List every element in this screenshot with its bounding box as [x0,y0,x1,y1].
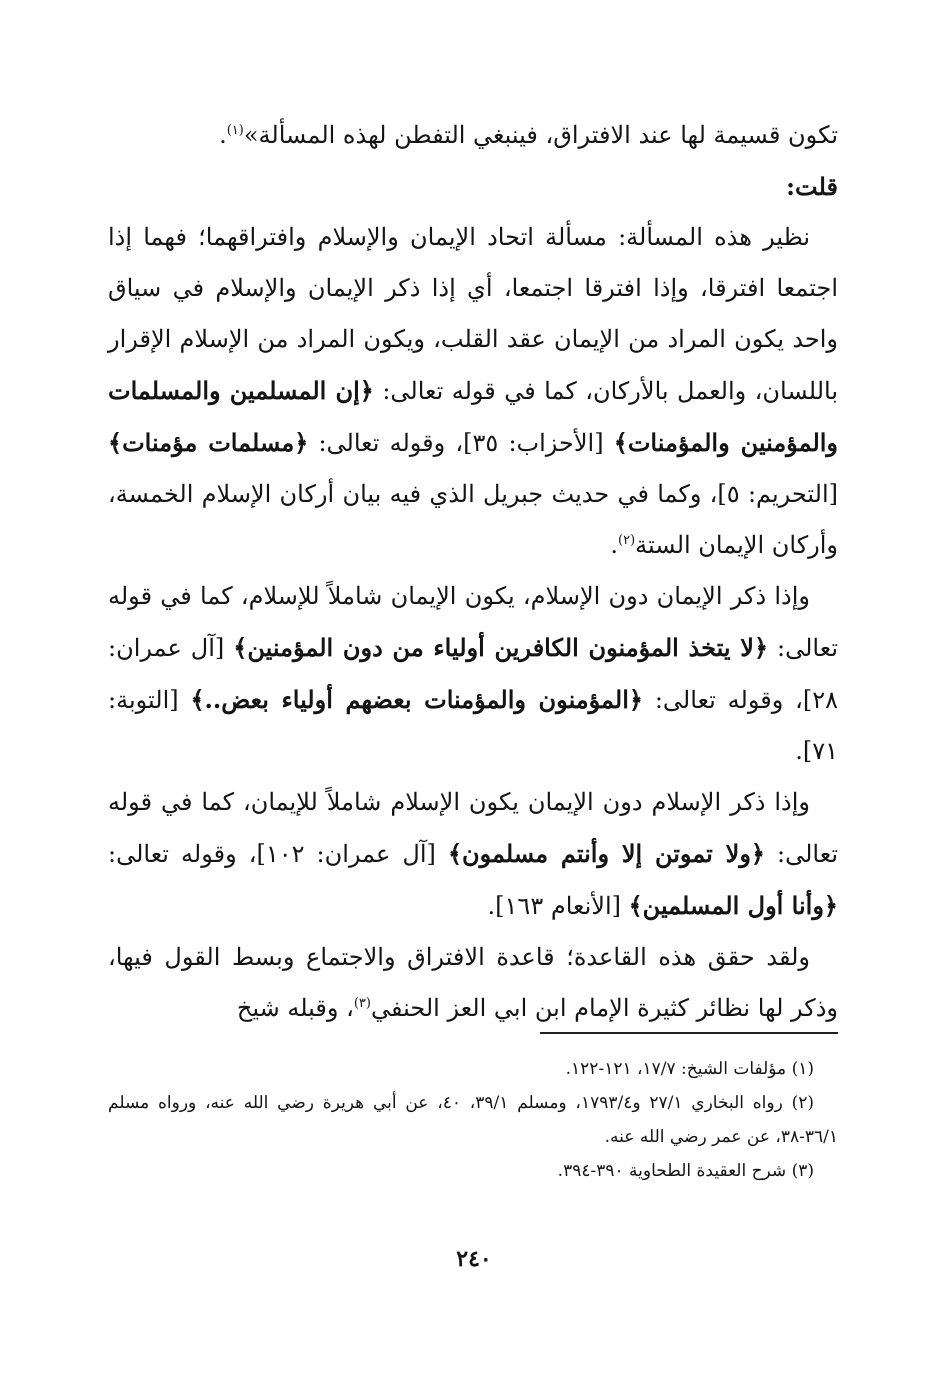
paragraph-2-text-c: [التحريم: ٥]، وكما في حديث جبريل الذي فيه بيان أركان الإسلام الخمسة، وأركان الإيمان الستة [108,480,838,559]
quran-quote: ﴿لا يتخذ المؤمنون الكافرين أولياء من دون المؤمنين﴾ [233,633,769,662]
paragraph-4-text-c: [الأنعام ١٦٣]. [487,892,629,920]
footnote-3: (٣) شرح العقيدة الطحاوية ٣٩٠-٣٩٤. [557,1161,814,1181]
footnote-2: (٢) رواه البخاري ٢٧/١ و١٧٩٣/٤، ومسلم ٣٩/١، ٤٠، عن أبي هريرة رضي الله عنه، ورواه مسلم ٣٦/١-٣٨، عن عمر رضي الله عنه. [108,1093,838,1147]
footnotes [108,1052,838,1188]
quran-quote: ﴿المؤمنون والمؤمنات بعضهم أولياء بعض..﴾ [190,685,643,714]
paragraph-5-text-b: ، وقبله شيخ [236,994,354,1022]
footnote-separator [540,1032,838,1034]
paragraph-1 [108,110,838,161]
paragraph-4 [108,777,838,932]
paragraph-3-text-a: وإذا ذكر الإيمان دون الإسلام، يكون الإيمان شاملاً للإسلام، كما في قوله تعالى: [108,582,838,662]
quran-quote: ﴿وأنا أول المسلمين﴾ [628,891,838,920]
paragraph-2-text-b: [الأحزاب: ٣٥]، وقوله تعالى: [308,429,614,457]
paragraph-3-text-b: [آل عمران: ٢٨]، وقوله تعالى: [108,634,839,714]
footnote-1: (١) مؤلفات الشيخ: ١٧/٧، ١٢١-١٢٢. [565,1059,814,1079]
footnote-ref-2: (٢) [618,533,636,548]
page-number: ٢٤٠ [456,1246,492,1272]
quran-quote: ﴿إن المسلمين والمسلمات والمؤمنين والمؤمنات﴾ [108,376,839,457]
footnote-ref-3: (٣) [353,996,371,1011]
paragraph-3 [108,571,838,777]
paragraph-2 [108,212,838,571]
footnote-ref-1: (١) [226,123,244,138]
page-body [108,110,838,1034]
quran-quote: ﴿مسلمات مؤمنات﴾ [108,428,309,457]
paragraph-5-text-a: ولقد حقق هذه القاعدة؛ قاعدة الافتراق والاجتماع وبسط القول فيها، وذكر لها نظائر كثيرة الإمام ابن ابي العز الحنفي [108,943,838,1022]
quran-quote: ﴿ولا تموتن إلا وأنتم مسلمون﴾ [447,839,765,868]
paragraph-1-text: تكون قسيمة لها عند الافتراق، فينبغي التفطن لهذه المسألة» [243,121,838,149]
paragraph-2-text-a: نظير هذه المسألة: مسألة اتحاد الإيمان والإسلام وافتراقهما؛ فهما إذا اجتمعا افترقا، وإذا افترقا اجتمعا، أي إذا ذكر الإيمان والإسلام في سياق واحد يكون المراد من الإيمان عقد القلب، ويكون المراد من الإسلام الإقرار باللسان، والعمل بالأركان، كما في قوله تعالى: [108,223,838,405]
paragraph-3-text-c: [التوبة: ٧١]. [108,686,838,765]
paragraph-4-text-b: [آل عمران: ١٠٢]، وقوله تعالى: [108,840,448,868]
section-heading: قلت: [786,172,838,201]
paragraph-4-text-a: وإذا ذكر الإسلام دون الإيمان يكون الإسلام شاملاً للإيمان، كما في قوله تعالى: [108,788,838,868]
paragraph-5 [108,932,838,1034]
paragraph-2-end: . [610,531,619,559]
paragraph-1-end: . [219,121,227,149]
